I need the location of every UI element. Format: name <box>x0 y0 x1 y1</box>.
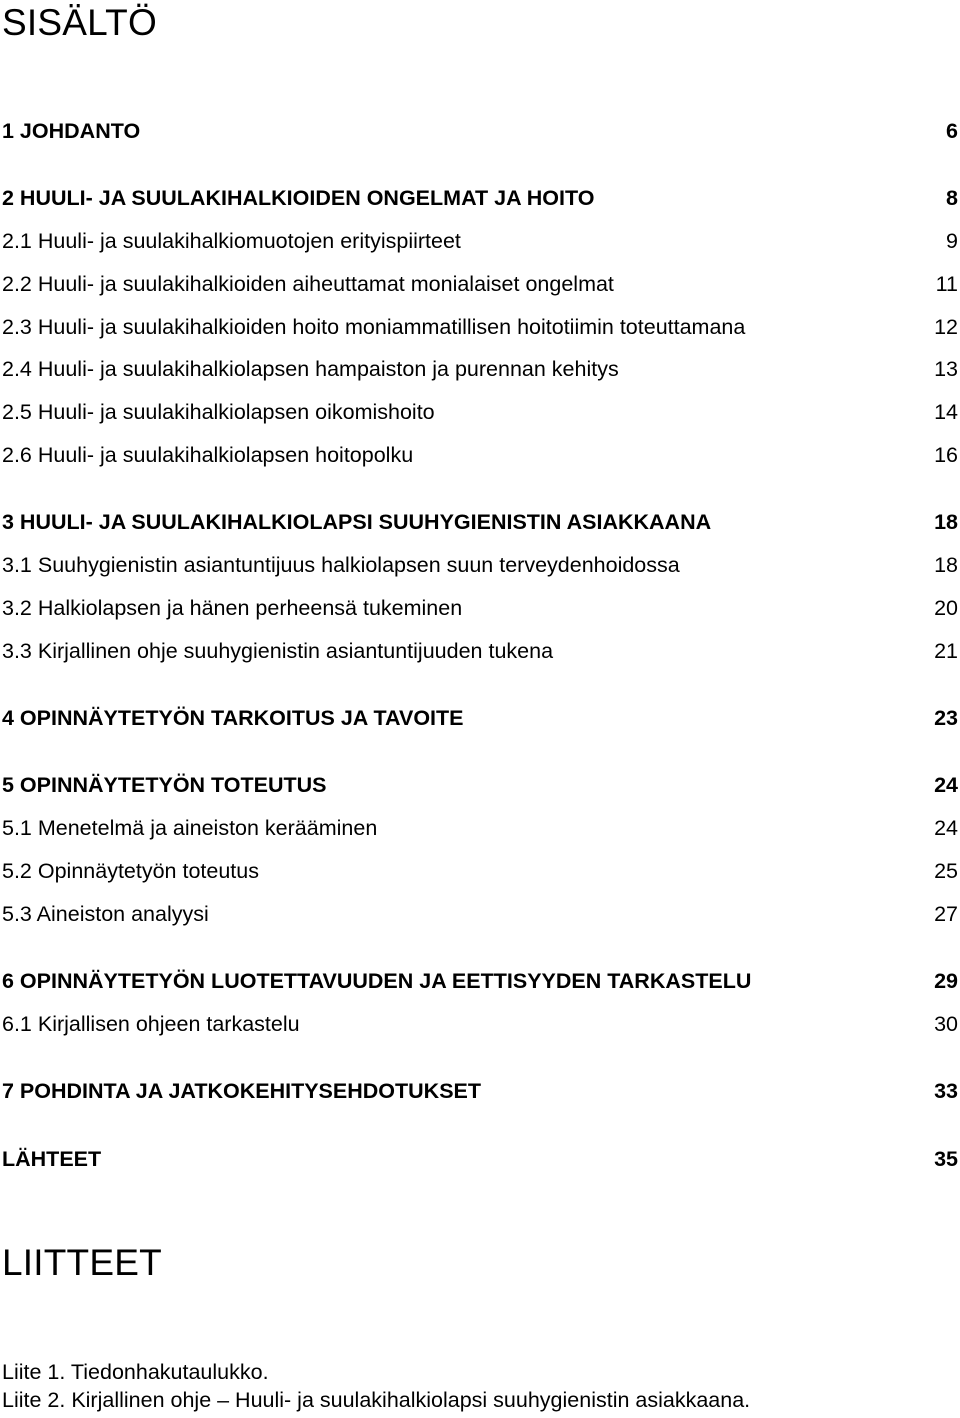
toc-entry-label: 2.4 Huuli- ja suulakihalkiolapsen hampaiston ja purennan kehitys <box>2 357 619 381</box>
toc-chapter-row <box>2 771 958 799</box>
toc-entry-label: 5 OPINNÄYTETYÖN TOTEUTUS <box>2 773 327 797</box>
toc-section-row <box>2 270 958 298</box>
toc-entry-label: 3 HUULI- JA SUULAKIHALKIOLAPSI SUUHYGIENISTIN ASIAKKAANA <box>2 510 712 534</box>
toc-page-number: 30 <box>934 1012 958 1036</box>
toc-page-number: 24 <box>934 816 958 840</box>
toc-entry-label: 2.1 Huuli- ja suulakihalkiomuotojen erityispiirteet <box>2 229 461 253</box>
toc-section-row <box>2 551 958 579</box>
toc-page-number: 14 <box>934 400 958 424</box>
toc-entry-label: 3.3 Kirjallinen ohje suuhygienistin asiantuntijuuden tukena <box>2 639 554 663</box>
appendix-title: LIITTEET <box>2 1242 162 1283</box>
toc-chapter-row <box>2 117 958 145</box>
toc-entry-label: 6 OPINNÄYTETYÖN LUOTETTAVUUDEN JA EETTISYYDEN TARKASTELU <box>2 969 752 993</box>
toc-page-number: 33 <box>934 1079 958 1103</box>
toc-title: SISÄLTÖ <box>2 2 157 43</box>
toc-section-row <box>2 355 958 383</box>
toc-entry-label: 6.1 Kirjallisen ohjeen tarkastelu <box>2 1012 300 1036</box>
toc-entry-label: 5.2 Opinnäytetyön toteutus <box>2 859 259 883</box>
toc-page-number: 9 <box>946 229 958 253</box>
toc-entry-label: 2.2 Huuli- ja suulakihalkioiden aiheuttamat monialaiset ongelmat <box>2 272 614 296</box>
toc-section-row <box>2 1010 958 1038</box>
toc-page-number: 18 <box>934 553 958 577</box>
toc-entry-label: 5.3 Aineiston analyysi <box>2 902 209 926</box>
toc-entry-label: 2 HUULI- JA SUULAKIHALKIOIDEN ONGELMAT JA HOITO <box>2 186 595 210</box>
toc-section-row <box>2 900 958 928</box>
toc-page-number: 24 <box>934 773 958 797</box>
toc-page-number: 13 <box>934 357 958 381</box>
toc-page-number: 25 <box>934 859 958 883</box>
toc-page-number: 16 <box>934 443 958 467</box>
toc-chapter-row <box>2 1145 958 1173</box>
toc-section-row <box>2 398 958 426</box>
toc-page-number: 27 <box>934 902 958 926</box>
toc-entry-label: 2.6 Huuli- ja suulakihalkiolapsen hoitopolku <box>2 443 414 467</box>
toc-entry-label: 4 OPINNÄYTETYÖN TARKOITUS JA TAVOITE <box>2 706 464 730</box>
toc-page-number: 23 <box>934 706 958 730</box>
toc-entry-label: 5.1 Menetelmä ja aineiston kerääminen <box>2 816 378 840</box>
toc-page-number: 29 <box>934 969 958 993</box>
toc-entry-label: LÄHTEET <box>2 1147 102 1171</box>
toc-chapter-row <box>2 1077 958 1105</box>
appendix-item: Liite 1. Tiedonhakutaulukko. <box>2 1360 269 1384</box>
toc-entry-label: 2.5 Huuli- ja suulakihalkiolapsen oikomishoito <box>2 400 435 424</box>
toc-page-number: 35 <box>934 1147 958 1171</box>
toc-page-number: 6 <box>946 119 958 143</box>
toc-section-row <box>2 227 958 255</box>
appendix-item: Liite 2. Kirjallinen ohje – Huuli- ja suulakihalkiolapsi suuhygienistin asiakkaana. <box>2 1388 751 1412</box>
toc-page-number: 20 <box>934 596 958 620</box>
toc-chapter-row <box>2 704 958 732</box>
toc-chapter-row <box>2 184 958 212</box>
toc-page-number: 18 <box>934 510 958 534</box>
toc-section-row <box>2 857 958 885</box>
toc-entry-label: 2.3 Huuli- ja suulakihalkioiden hoito moniammatillisen hoitotiimin toteuttamana <box>2 315 746 339</box>
toc-section-row <box>2 637 958 665</box>
toc-entry-label: 3.2 Halkiolapsen ja hänen perheensä tukeminen <box>2 596 463 620</box>
toc-entry-label: 3.1 Suuhygienistin asiantuntijuus halkiolapsen suun terveydenhoidossa <box>2 553 680 577</box>
toc-section-row <box>2 594 958 622</box>
toc-page-number: 12 <box>934 315 958 339</box>
toc-page-number: 11 <box>935 272 958 296</box>
toc-section-row <box>2 814 958 842</box>
toc-section-row <box>2 441 958 469</box>
toc-section-row <box>2 313 958 341</box>
toc-entry-label: 1 JOHDANTO <box>2 119 141 143</box>
toc-page-number: 21 <box>934 639 958 663</box>
toc-chapter-row <box>2 508 958 536</box>
toc-entry-label: 7 POHDINTA JA JATKOKEHITYSEHDOTUKSET <box>2 1079 482 1103</box>
toc-page-number: 8 <box>946 186 958 210</box>
toc-chapter-row <box>2 967 958 995</box>
